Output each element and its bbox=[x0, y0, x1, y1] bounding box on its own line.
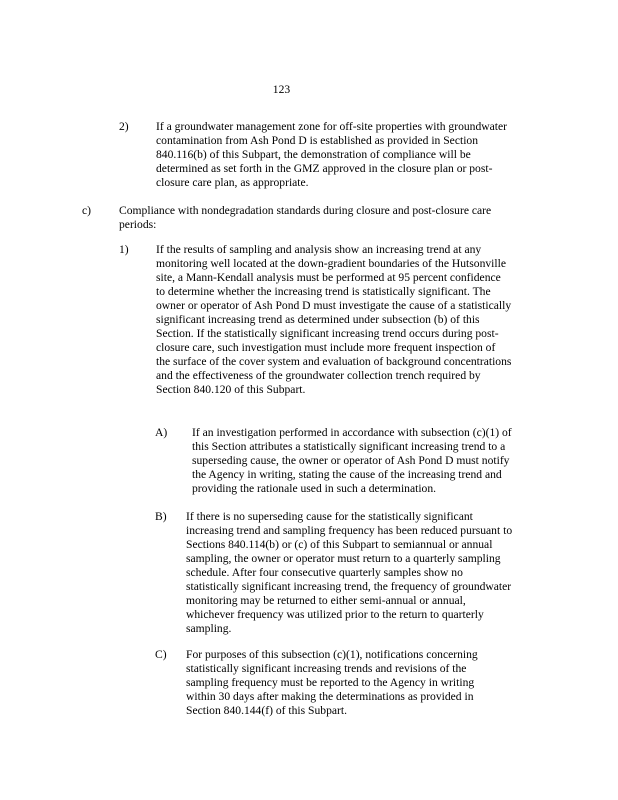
item-text: For purposes of this subsection (c)(1), notifications concerning statistically significant increasing trends and revisions of the sampling frequency must be reported to the Agency in writing within 30 days after making the determinations as provided in Section 840.144(f) of this Subpart. bbox=[186, 648, 478, 717]
item-text: If there is no superseding cause for the statistically significant increasing trend and sampling frequency has been reduced pursuant to Sections 840.114(b) or (c) of this Subpart to semiannual or annual sampling, the owner or operator must return to a quarterly sampling schedule. After four consecutive quarterly samples show no statistically significant increasing trend, the frequency of groundwater monitoring may be returned to either semi-annual or annual, whichever frequency was utilized prior to the return to quarterly sampling. bbox=[186, 510, 513, 635]
item-text: If a groundwater management zone for off-site properties with groundwater contamination from Ash Pond D is established as provided in Section 840.116(b) of this Subpart, the demonstration of compliance will be determined as set forth in the GMZ approved in the closure plan or post-closure care plan, as appropriate. bbox=[156, 120, 508, 189]
item-text: If the results of sampling and analysis show an increasing trend at any monitoring well located at the down-gradient boundaries of the Hutsonville site, a Mann-Kendall analysis must be performed at 95 percent confidence to determine whether the increasing trend is statistically significant. The owner or operator of Ash Pond D must investigate the cause of a statistically significant increasing trend as determined under subsection (b) of this Section. If the statistically significant increasing trend occurs during post-closure care, such investigation must include more frequent inspection of the surface of the cover system and evaluation of background concentrations and the effectiveness of the groundwater collection trench required by Section 840.120 of this Subpart. bbox=[156, 243, 512, 396]
item-text: Compliance with nondegradation standards during closure and post-closure care periods: bbox=[119, 204, 492, 231]
item-label: B) bbox=[155, 510, 167, 523]
item-label: 1) bbox=[119, 243, 129, 256]
item-label: c) bbox=[82, 204, 92, 217]
item-label: A) bbox=[155, 426, 168, 439]
item-label: 2) bbox=[119, 120, 129, 133]
page-number: 123 bbox=[272, 83, 291, 96]
item-text: If an investigation performed in accordance with subsection (c)(1) of this Section attributes a statistically significant increasing trend to a superseding cause, the owner or operator of Ash Pond D must notify the Agency in writing, stating the cause of the increasing trend and providing the rationale used in such a determination. bbox=[192, 426, 512, 495]
item-label: C) bbox=[155, 648, 167, 661]
